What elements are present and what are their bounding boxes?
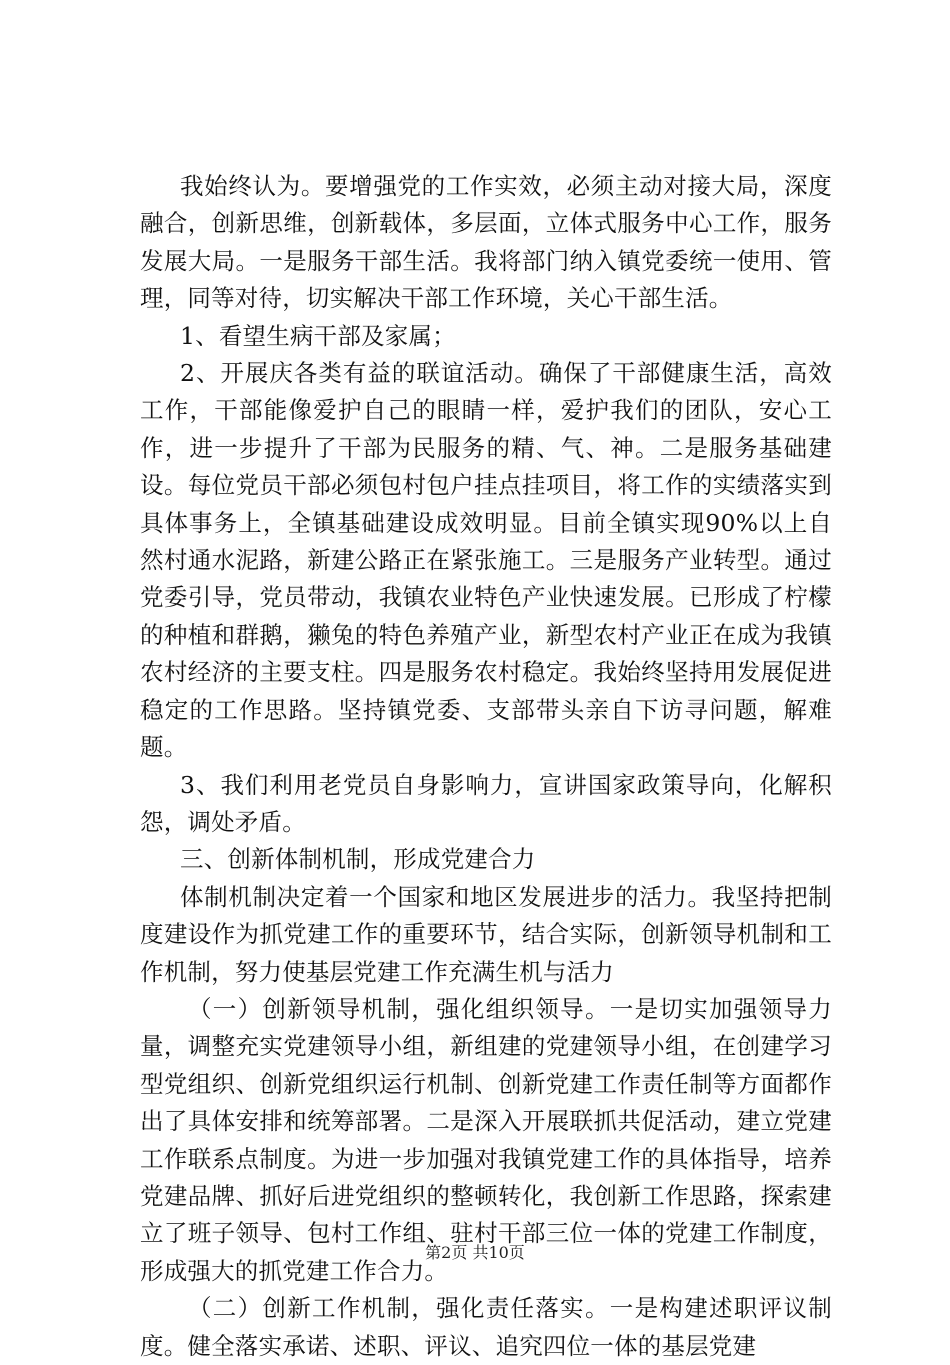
paragraph-mechanism-intro: 体制机制决定着一个国家和地区发展进步的活力。我坚持把制度建设作为抓党建工作的重要环节，结合实际，创新领导机制和工作机制，努力使基层党建工作充满生机与活力 (140, 882, 832, 986)
page-footer: 第2页 共10页 (425, 1243, 525, 1262)
paragraph-item-2: 2、开展庆各类有益的联谊活动。确保了干部健康生活，高效工作，干部能像爱护自己的眼睛一样，爱护我们的团队，安心工作，进一步提升了干部为民服务的精、气、神。二是服务基础建设。每位党员干部必须包村包户挂点挂项目，将工作的实绩落实到具体事务上，全镇基础建设成效明显。目前全镇实现90%以上自然村通水泥路，新建公路正在紧张施工。三是服务产业转型。通过党委引导，党员带动，我镇农业特色产业快速发展。已形成了柠檬的种植和群鹅，獭兔的特色养殖产业，新型农村产业正在成为我镇农村经济的主要支柱。四是服务农村稳定。我始终坚持用发展促进稳定的工作思路。坚持镇党委、支部带头亲自下访寻问题，解难题。 (140, 359, 832, 762)
paragraph-item-1: 1、看望生病干部及家属； (180, 321, 456, 350)
paragraph-item-3: 3、我们利用老党员自身影响力，宣讲国家政策导向，化解积怨，调处矛盾。 (140, 770, 832, 836)
paragraph-service-overview: 我始终认为。要增强党的工作实效，必须主动对接大局，深度融合，创新思维，创新载体，多层面，立体式服务中心工作，服务发展大局。一是服务干部生活。我将部门纳入镇党委统一使用、管理，同等对待，切实解决干部工作环境，关心干部生活。 (140, 172, 832, 313)
section-heading-3: 三、创新体制机制，形成党建合力 (180, 845, 536, 874)
paragraph-subsection-2: （二）创新工作机制，强化责任落实。一是构建述职评议制度。健全落实承诺、述职、评议、追究四位一体的基层党建 (140, 1294, 832, 1360)
document-body (140, 168, 832, 1365)
paragraph-subsection-1: （一）创新领导机制，强化组织领导。一是切实加强领导力量，调整充实党建领导小组，新组建的党建领导小组，在创建学习型党组织、创新党组织运行机制、创新党建工作责任制等方面都作出了具体安排和统筹部署。二是深入开展联抓共促活动，建立党建工作联系点制度。为进一步加强对我镇党建工作的具体指导，培养党建品牌、抓好后进党组织的整顿转化，我创新工作思路，探索建立了班子领导、包村工作组、驻村干部三位一体的党建工作制度，形成强大的抓党建工作合力。 (140, 994, 832, 1285)
